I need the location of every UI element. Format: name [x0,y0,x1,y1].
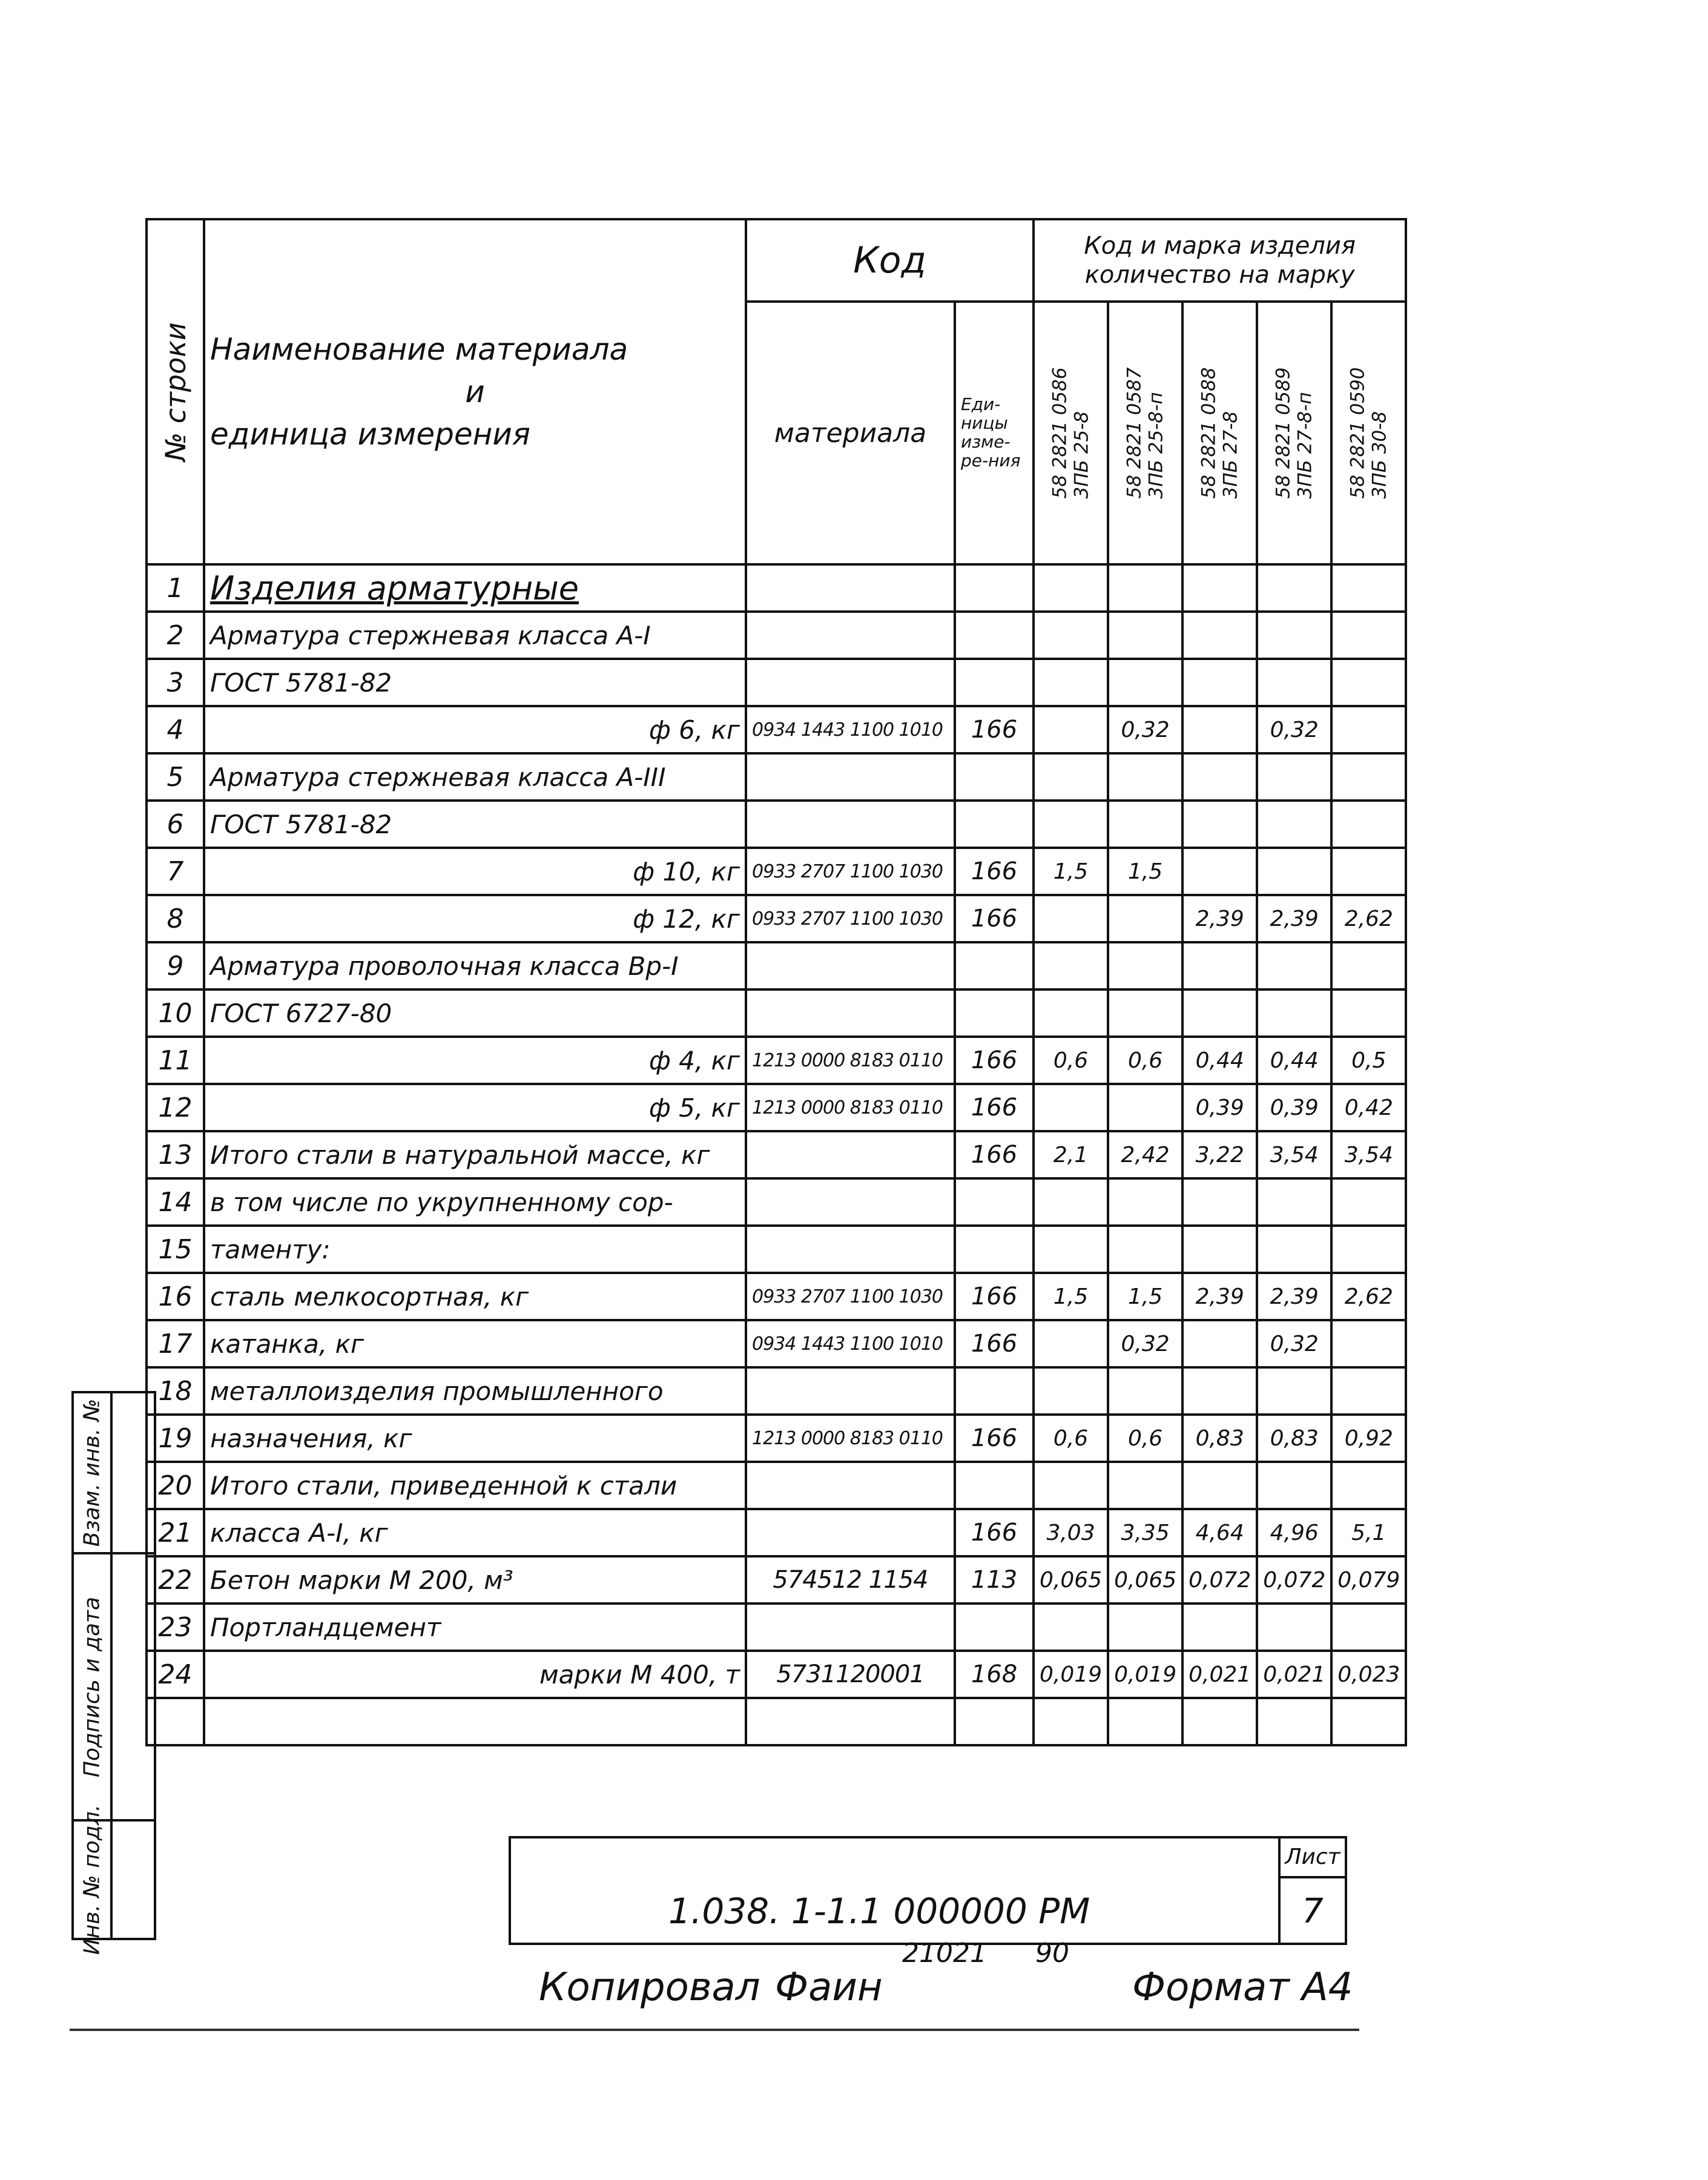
quantity-cell [1331,564,1406,612]
quantity-cell [1331,1320,1406,1367]
material-code: 1213 0000 8183 0110 [746,1037,955,1084]
quantity-cell [1108,753,1182,801]
row-number: 17 [147,1320,204,1367]
quantity-cell [1331,848,1406,895]
quantity-cell [1257,753,1331,801]
stamp-original-inv [71,1804,113,1955]
unit-code [955,942,1034,989]
material-name: Арматура стержневая класса А-I [204,612,746,659]
material-code: 0934 1443 1100 1010 [746,1320,955,1367]
row-number: 11 [147,1037,204,1084]
quantity-cell [1034,659,1108,706]
table-row [147,659,1406,706]
row-number: 2 [147,612,204,659]
row-number: 23 [147,1604,204,1651]
table-row [147,895,1406,942]
material-code [746,564,955,612]
empty-cell [204,1698,746,1745]
material-name: Итого стали, приведенной к стали [204,1462,746,1509]
material-code: 1213 0000 8183 0110 [746,1084,955,1131]
quantity-cell [1257,1462,1331,1509]
quantity-cell: 0,019 [1034,1651,1108,1698]
empty-cell [746,1698,955,1745]
material-name: Изделия арматурные [204,564,746,612]
quantity-cell: 0,079 [1331,1556,1406,1604]
quantity-cell [1331,753,1406,801]
material-code [746,659,955,706]
quantity-cell [1034,942,1108,989]
material-code: 0933 2707 1100 1030 [746,895,955,942]
material-code: 1213 0000 8183 0110 [746,1415,955,1462]
quantity-cell [1108,564,1182,612]
quantity-cell [1034,801,1108,848]
quantity-cell [1257,1226,1331,1273]
quantity-cell [1257,1178,1331,1226]
quantity-cell: 0,32 [1108,706,1182,753]
quantity-cell [1257,801,1331,848]
material-name: Арматура проволочная класса Вр-I [204,942,746,989]
unit-code [955,1462,1034,1509]
row-number-header [147,219,204,564]
material-name: ГОСТ 5781-82 [204,659,746,706]
quantity-cell [1108,1084,1182,1131]
quantity-cell [1182,801,1257,848]
material-name: класса А-I, кг [204,1509,746,1556]
quantity-cell [1034,989,1108,1037]
quantity-cell: 0,39 [1182,1084,1257,1131]
row-number: 6 [147,801,204,848]
material-code: 0933 2707 1100 1030 [746,848,955,895]
quantity-cell [1108,895,1182,942]
product-column-3 [1182,302,1257,564]
year: 90 [1035,1938,1069,1969]
table-row [147,848,1406,895]
empty-cell [1182,1698,1257,1745]
empty-cell [1108,1698,1182,1745]
quantity-cell: 0,6 [1034,1415,1108,1462]
product-2-code: 58 2821 0587 [1123,367,1145,499]
quantity-cell: 2,39 [1257,895,1331,942]
quantity-cell [1034,1462,1108,1509]
title-block [509,1836,1347,1945]
material-code [746,1226,955,1273]
quantity-cell [1257,564,1331,612]
quantity-cell: 1,5 [1108,1273,1182,1320]
quantity-cell [1034,895,1108,942]
material-name: металлоизделия промышленного [204,1367,746,1415]
quantity-cell: 2,1 [1034,1131,1108,1178]
material-name: Арматура стержневая класса А-III [204,753,746,801]
table-row [147,1226,1406,1273]
quantity-cell [1182,659,1257,706]
row-number: 14 [147,1178,204,1226]
quantity-cell [1257,989,1331,1037]
quantity-cell [1182,1226,1257,1273]
material-name: катанка, кг [204,1320,746,1367]
stamp-signature-date-label: Подпись и дата [79,1596,105,1777]
unit-code [955,753,1034,801]
quantity-cell [1108,1226,1182,1273]
row-number: 15 [147,1226,204,1273]
unit-code: 166 [955,1273,1034,1320]
material-code [746,1509,955,1556]
product-1-code: 58 2821 0586 [1048,367,1070,499]
material-code: 574512 1154 [746,1556,955,1604]
quantity-cell [1034,1367,1108,1415]
quantity-cell [1108,612,1182,659]
quantity-cell: 0,92 [1331,1415,1406,1462]
product-3-code: 58 2821 0588 [1198,367,1220,499]
product-1-mark: 3ПБ 25-8 [1070,411,1092,499]
unit-code-header: Еди-ницы изме-ре-ния [955,302,1034,564]
quantity-cell [1034,753,1108,801]
document-code: 1.038. 1-1.1 000000 РМ [668,1891,1090,1932]
quantity-cell [1331,706,1406,753]
quantity-cell [1034,564,1108,612]
table-row [147,1604,1406,1651]
material-name: ф 4, кг [204,1037,746,1084]
quantity-cell: 0,6 [1034,1037,1108,1084]
empty-row [147,1698,1406,1745]
quantity-cell [1182,1462,1257,1509]
quantity-cell [1257,848,1331,895]
material-name: Бетон марки М 200, м³ [204,1556,746,1604]
quantity-cell [1331,1178,1406,1226]
row-number-header-label: № строки [159,322,192,461]
quantity-cell [1257,1367,1331,1415]
unit-code: 113 [955,1556,1034,1604]
unit-code: 166 [955,1415,1034,1462]
quantity-cell: 2,39 [1182,895,1257,942]
table-row [147,1131,1406,1178]
quantity-cell [1108,801,1182,848]
quantity-cell [1108,659,1182,706]
row-number: 24 [147,1651,204,1698]
table-row [147,1273,1406,1320]
product-3-mark: 3ПБ 27-8 [1219,411,1241,499]
quantity-cell: 0,065 [1034,1556,1108,1604]
quantity-cell: 2,42 [1108,1131,1182,1178]
stamp-signature-date [71,1552,113,1822]
row-number: 4 [147,706,204,753]
material-code [746,1604,955,1651]
quantity-cell: 1,5 [1108,848,1182,895]
material-name: сталь мелкосортная, кг [204,1273,746,1320]
table-row [147,989,1406,1037]
quantity-cell [1182,706,1257,753]
quantity-cell [1331,989,1406,1037]
unit-code: 166 [955,1131,1034,1178]
unit-code: 166 [955,1084,1034,1131]
unit-code: 166 [955,895,1034,942]
row-number: 8 [147,895,204,942]
unit-code [955,1226,1034,1273]
table-row [147,1037,1406,1084]
quantity-cell [1034,1320,1108,1367]
sheet-label: Лист [1278,1838,1345,1878]
quantity-cell [1034,1604,1108,1651]
copier-name: Фаин [775,1965,883,2010]
quantity-cell: 2,39 [1257,1273,1331,1320]
product-5-mark: 3ПБ 30-8 [1368,411,1390,499]
material-code [746,612,955,659]
quantity-cell: 3,54 [1257,1131,1331,1178]
row-number: 16 [147,1273,204,1320]
quantity-cell: 0,32 [1108,1320,1182,1367]
quantity-cell [1108,1604,1182,1651]
sheet-number: 7 [1278,1878,1345,1945]
quantity-cell [1182,848,1257,895]
material-name: назначения, кг [204,1415,746,1462]
stamp-original-inv-value [110,1819,156,1940]
table-row [147,564,1406,612]
quantity-cell [1257,612,1331,659]
quantity-cell: 2,39 [1182,1273,1257,1320]
product-4-mark: 3ПБ 27-8-п [1293,392,1316,499]
bottom-divider [70,2029,1359,2031]
material-name: ГОСТ 6727-80 [204,989,746,1037]
material-name: ф 6, кг [204,706,746,753]
material-name: ф 5, кг [204,1084,746,1131]
product-2-mark: 3ПБ 25-8-п [1144,392,1167,499]
row-number: 20 [147,1462,204,1509]
unit-code: 166 [955,1320,1034,1367]
quantity-cell: 5,1 [1331,1509,1406,1556]
material-code: 5731120001 [746,1651,955,1698]
material-name-header-line2: и [465,374,485,409]
quantity-cell [1034,706,1108,753]
quantity-cell: 0,019 [1108,1651,1182,1698]
quantity-cell: 1,5 [1034,1273,1108,1320]
quantity-cell [1257,942,1331,989]
quantity-cell [1331,659,1406,706]
row-number: 12 [147,1084,204,1131]
quantity-cell [1331,612,1406,659]
material-name-header-line3: единица измерения [210,417,530,452]
quantity-cell: 1,5 [1034,848,1108,895]
table-row [147,1415,1406,1462]
table-row [147,1320,1406,1367]
quantity-cell: 3,03 [1034,1509,1108,1556]
quantity-cell [1257,659,1331,706]
row-number: 19 [147,1415,204,1462]
material-code [746,942,955,989]
material-name: марки М 400, т [204,1651,746,1698]
unit-code: 166 [955,706,1034,753]
material-name: ГОСТ 5781-82 [204,801,746,848]
quantity-cell: 0,023 [1331,1651,1406,1698]
quantity-cell: 0,32 [1257,706,1331,753]
quantity-cell [1331,1604,1406,1651]
unit-code [955,1604,1034,1651]
quantity-cell: 2,62 [1331,1273,1406,1320]
quantity-cell: 0,072 [1257,1556,1331,1604]
row-number: 10 [147,989,204,1037]
quantity-cell [1182,612,1257,659]
code-header: Код [746,219,1034,302]
quantity-cell: 3,22 [1182,1131,1257,1178]
material-name: ф 12, кг [204,895,746,942]
row-number: 1 [147,564,204,612]
quantity-cell [1182,1604,1257,1651]
quantity-cell: 0,021 [1182,1651,1257,1698]
copied-label: Копировал [539,1965,760,2010]
quantity-cell: 4,96 [1257,1509,1331,1556]
material-code [746,801,955,848]
unit-code: 166 [955,1037,1034,1084]
row-number: 3 [147,659,204,706]
product-column-5 [1331,302,1406,564]
stamp-original-inv-label: Инв. № подл. [79,1804,105,1955]
table-row [147,942,1406,989]
unit-code: 166 [955,1509,1034,1556]
quantity-cell [1182,1178,1257,1226]
order-number: 21021 [902,1938,987,1969]
material-name: в том числе по укрупненному сор- [204,1178,746,1226]
empty-cell [955,1698,1034,1745]
material-code [746,1131,955,1178]
material-name: Итого стали в натуральной массе, кг [204,1131,746,1178]
quantity-cell [1108,1178,1182,1226]
material-name: таменту: [204,1226,746,1273]
unit-code [955,989,1034,1037]
product-column-2 [1108,302,1182,564]
quantity-cell: 0,065 [1108,1556,1182,1604]
material-code [746,1367,955,1415]
quantity-cell: 0,021 [1257,1651,1331,1698]
quantity-cell: 0,5 [1331,1037,1406,1084]
side-stamp [71,1391,156,1955]
stamp-signature-date-value [110,1552,156,1822]
row-number: 9 [147,942,204,989]
table-row [147,753,1406,801]
unit-code: 168 [955,1651,1034,1698]
unit-code [955,1367,1034,1415]
quantity-cell [1034,612,1108,659]
quantity-cell [1182,989,1257,1037]
table-row [147,1556,1406,1604]
quantity-cell: 0,44 [1257,1037,1331,1084]
table-row [147,1178,1406,1226]
table-row [147,1651,1406,1698]
stamp-replacement-inv [71,1391,113,1554]
quantity-cell [1257,1604,1331,1651]
row-number: 18 [147,1367,204,1415]
quantity-cell [1108,989,1182,1037]
material-code [746,989,955,1037]
row-number: 13 [147,1131,204,1178]
quantity-cell: 0,32 [1257,1320,1331,1367]
quantity-cell [1182,1320,1257,1367]
material-code: 0933 2707 1100 1030 [746,1273,955,1320]
product-5-code: 58 2821 0590 [1347,367,1369,499]
unit-code [955,659,1034,706]
quantity-cell: 3,35 [1108,1509,1182,1556]
product-column-4 [1257,302,1331,564]
material-code-header: материала [746,302,955,564]
table-row [147,706,1406,753]
quantity-cell [1034,1226,1108,1273]
quantity-cell: 2,62 [1331,895,1406,942]
quantity-cell: 0,83 [1257,1415,1331,1462]
quantity-cell [1331,801,1406,848]
material-code [746,1462,955,1509]
quantity-cell [1331,942,1406,989]
table-row [147,1367,1406,1415]
product-4-code: 58 2821 0589 [1272,367,1294,499]
quantity-cell: 0,44 [1182,1037,1257,1084]
table-row [147,1084,1406,1131]
stamp-replacement-inv-label: Взам. инв. № [79,1398,105,1547]
quantity-cell [1108,942,1182,989]
quantity-cell: 3,54 [1331,1131,1406,1178]
material-name: ф 10, кг [204,848,746,895]
quantity-cell [1108,1367,1182,1415]
material-name-header-line1: Наименование материала [210,332,628,367]
empty-cell [1331,1698,1406,1745]
quantity-cell [1331,1226,1406,1273]
quantity-cell [1034,1084,1108,1131]
table-row [147,801,1406,848]
material-code [746,1178,955,1226]
quantity-cell [1034,1178,1108,1226]
quantity-cell: 0,83 [1182,1415,1257,1462]
quantity-cell [1108,1462,1182,1509]
unit-code [955,1178,1034,1226]
quantity-cell: 4,64 [1182,1509,1257,1556]
product-header: Код и марка изделия количество на марку [1034,219,1406,302]
quantity-cell [1182,1367,1257,1415]
material-code [746,753,955,801]
table-row [147,1509,1406,1556]
row-number: 5 [147,753,204,801]
row-number: 21 [147,1509,204,1556]
quantity-cell [1182,942,1257,989]
product-column-1 [1034,302,1108,564]
table-row [147,1462,1406,1509]
material-name-header [204,219,746,564]
table-row [147,612,1406,659]
quantity-cell: 0,072 [1182,1556,1257,1604]
paper-format: Формат А4 [1132,1965,1353,2010]
stamp-replacement-inv-value [110,1391,156,1554]
quantity-cell [1331,1462,1406,1509]
quantity-cell [1331,1367,1406,1415]
material-name: Портландцемент [204,1604,746,1651]
quantity-cell: 0,39 [1257,1084,1331,1131]
material-code: 0934 1443 1100 1010 [746,706,955,753]
unit-code [955,564,1034,612]
materials-table [145,218,1407,1746]
empty-cell [1257,1698,1331,1745]
quantity-cell: 0,42 [1331,1084,1406,1131]
quantity-cell [1182,564,1257,612]
quantity-cell [1182,753,1257,801]
row-number: 7 [147,848,204,895]
quantity-cell: 0,6 [1108,1037,1182,1084]
footer [533,1938,1356,2010]
row-number: 22 [147,1556,204,1604]
empty-cell [1034,1698,1108,1745]
quantity-cell: 0,6 [1108,1415,1182,1462]
unit-code [955,612,1034,659]
unit-code [955,801,1034,848]
unit-code: 166 [955,848,1034,895]
